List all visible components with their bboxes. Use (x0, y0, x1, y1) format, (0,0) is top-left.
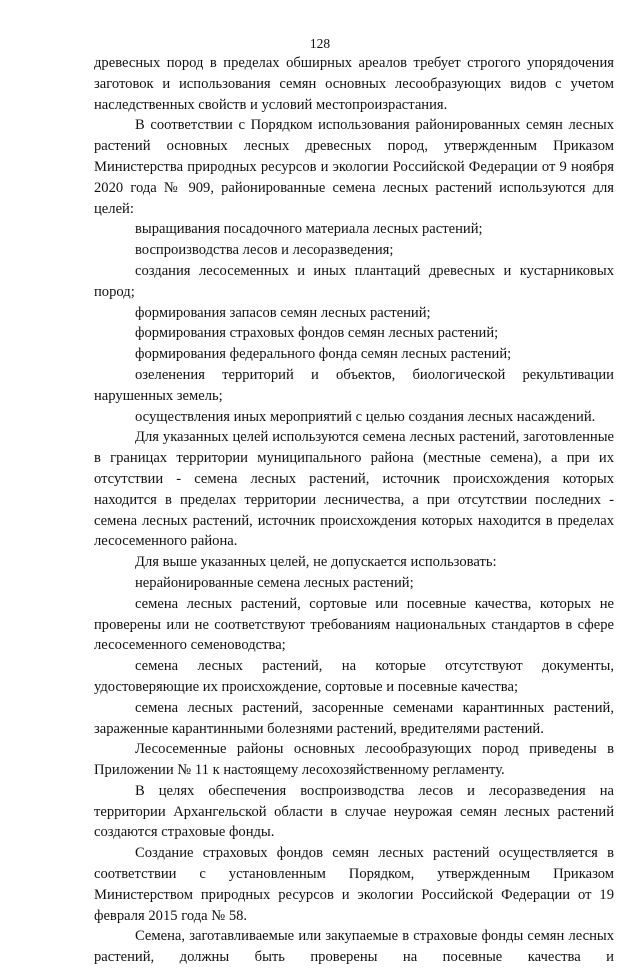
paragraph-1: древесных пород в пределах обширных ареалов требует строгого упорядочения заготовок и использования семян основных лесообразующих видов с учетом наследственных свойств и условий местопроизрастания. (94, 55, 614, 113)
list-item-10: семена лесных растений, сортовые или посевные качества, которых не проверены или не соответствуют требованиям национальных стандартов в сфере лесосеменного семеноводства; (94, 595, 614, 654)
list-item-3: создания лесосеменных и иных плантаций древесных и кустарниковых пород; (94, 262, 614, 300)
paragraph-2: В соответствии с Порядком использования районированных семян лесных растений основных лесных древесных пород, утвержденным Приказом Министерства природных ресурсов и экологии Российской Федерации от 9 ноября 2020 года № 909, районированные семена лесных растений используются для целей: (94, 117, 614, 217)
paragraph-5: Лесосеменные районы основных лесообразующих пород приведены в Приложении № 11 к настоящему лесохозяйственному регламенту. (94, 741, 614, 779)
paragraph-6: В целях обеспечения воспроизводства лесов и лесоразведения на территории Архангельской области в случае неурожая семян лесных растений создаются страховые фонды. (94, 782, 614, 841)
list-item-5: формирования страховых фондов семян лесных растений; (135, 325, 499, 342)
paragraph-3: Для указанных целей используются семена лесных растений, заготовленные в границах территории муниципального района (местные семена), а при их отсутствии - семена лесных растений, источник происхождения которых находится в пределах территории лесничества, а при отсутствии последних - семена лесных растений, источник происхождения которых находится в пределах лесосеменного района. (94, 429, 614, 550)
list-item-9: нерайонированные семена лесных растений; (135, 574, 414, 591)
page-number: 128 (309, 36, 331, 51)
list-item-2: воспроизводства лесов и лесоразведения; (135, 242, 394, 259)
paragraph-8: Семена, заготавливаемые или закупаемые в страховые фонды семян лесных растений, должны быть проверены на посевные качества и (94, 928, 614, 966)
paragraph-7: Создание страховых фондов семян лесных растений осуществляется в соответствии с установленным Порядком, утвержденным Приказом Министерством природных ресурсов и экологии Российской Федерации от 19 февраля 2015 года № 58. (94, 845, 614, 924)
list-item-4: формирования запасов семян лесных растений; (135, 304, 431, 321)
list-item-12: семена лесных растений, засоренные семенами карантинных растений, зараженные карантинными болезнями растений, вредителями растений. (94, 699, 614, 737)
list-item-11: семена лесных растений, на которые отсутствуют документы, удостоверяющие их происхождение, сортовые и посевные качества; (94, 658, 614, 695)
list-item-8: осуществления иных мероприятий с целью создания лесных насаждений. (135, 408, 596, 425)
list-item-6: формирования федерального фонда семян лесных растений; (135, 346, 512, 363)
list-item-7: озеленения территорий и объектов, биологической рекультивации нарушенных земель; (94, 366, 614, 404)
list-item-1: выращивания посадочного материала лесных растений; (135, 221, 483, 238)
paragraph-4: Для выше указанных целей, не допускается использовать: (135, 554, 497, 571)
document-body (94, 53, 614, 968)
